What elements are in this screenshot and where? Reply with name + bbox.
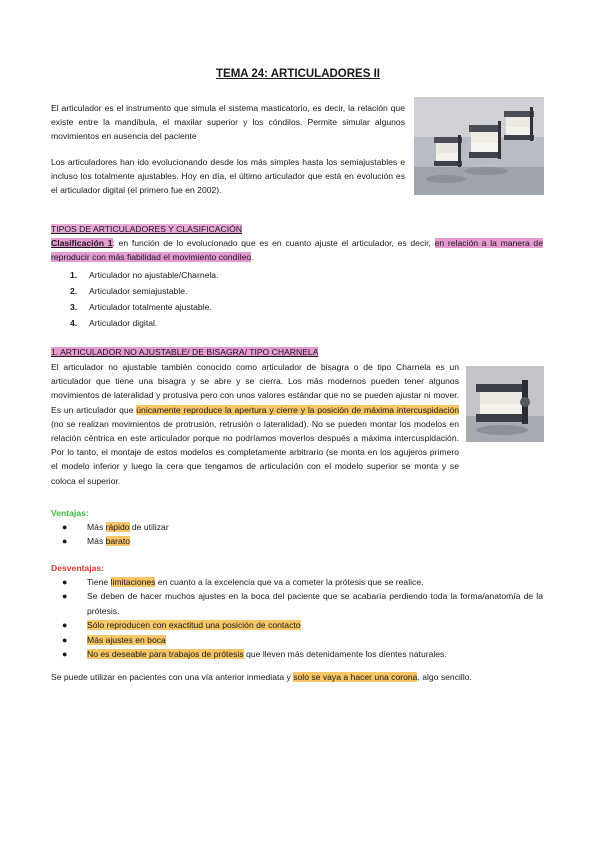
articulators-photo — [414, 97, 544, 195]
list-item — [51, 618, 543, 632]
list-text: Articulador digital. — [89, 318, 158, 328]
list-number: 4. — [70, 318, 78, 328]
list-item — [70, 283, 470, 299]
list-item — [51, 520, 543, 534]
ventaja-highlight: rápido — [105, 522, 130, 532]
bullet-icon: ● — [62, 634, 68, 645]
list-item — [70, 299, 470, 315]
section1-paragraph-top — [51, 360, 459, 488]
clasificacion-end: . — [251, 252, 254, 263]
bullet-icon: ● — [62, 522, 68, 532]
ventaja-highlight: barato — [105, 536, 130, 547]
bullet-icon: ● — [62, 620, 68, 631]
bullet-icon: ● — [62, 577, 68, 587]
list-item — [51, 575, 543, 589]
ventaja-text: Más — [87, 522, 106, 532]
list-item — [70, 315, 470, 331]
list-item — [51, 589, 543, 618]
list-item — [70, 267, 470, 283]
clasificacion-highlight: en relación a la manera de reproducir con más fiabilidad el movimiento condíleo — [51, 238, 543, 263]
desventaja-text: que lleven más detenidamente los dientes naturales. — [243, 649, 447, 660]
list-number: 3. — [70, 302, 78, 312]
closing-paragraph — [51, 670, 543, 684]
section1-heading-line — [51, 345, 543, 359]
intro-paragraph-2: Los articuladores han ido evolucionando desde los más simples hasta los semiajustables e incluso los totalmente ajustables. Hoy en día, el último articulador que está en evolución es el articulador digital (el primero fue en 2002). — [51, 157, 405, 196]
bullet-icon: ● — [62, 649, 68, 660]
page-title: TEMA 24: ARTICULADORES II — [216, 68, 380, 80]
ventajas-list — [51, 520, 543, 549]
tipos-heading: TIPOS DE ARTICULADORES Y CLASIFICACIÓN — [51, 224, 243, 234]
desventajas-list — [51, 575, 543, 661]
section1-highlight: únicamente reproduce la apertura y cierre y la posición de máxima intercuspidación — [136, 404, 459, 415]
list-item — [51, 647, 543, 661]
closing-highlight: solo se vaya a hacer una corona — [293, 672, 418, 682]
tipos-heading-line — [51, 222, 543, 236]
section1-text-2: (no se realizan movimientos de protrusión, retrusión o lateralidad). No se pueden montar los modelos en relación céntrica en este articulador porque no podríamos moverlos después a máxima intercuspidación. Por lo tanto, el montaje de estos modelos es completamente arbitrario (se monta en los agujeros primero el modelo inferior y luego la cera que tengamos de articulación con el modelo superior se monta y se coloca el superior. — [51, 418, 459, 486]
desventaja-text: Se deben de hacer muchos ajustes en la boca del paciente que se acabaría perdiendo toda la forma/anatomía de la prótesis. — [87, 591, 543, 616]
ventaja-text: de utilizar — [129, 522, 169, 532]
list-text: Articulador totalmente ajustable. — [89, 302, 212, 312]
articulator-types-list — [70, 267, 470, 331]
bullet-icon: ● — [62, 536, 68, 547]
list-number: 2. — [70, 286, 78, 296]
intro-paragraph-1: El articulador es el instrumento que simula el sistema masticatorio, es decir, la relación que existe entre la mandíbula, el maxilar superior y los cóndilos. Permite simular algunos movimientos en ausencia del paciente — [51, 103, 405, 142]
desventajas-heading: Desventajas: — [51, 563, 105, 573]
list-text: Articulador semiajustable. — [89, 286, 188, 296]
section1-text-1: El articulador no ajustable también conocido como articulador de bisagra o de tipo Charnela es un articulador que tiene una bisagra y se abre y se cierra. Los más modernos pueden tener algunos movimientos de lateralidad y protusiva pero con unos valores estándar que no se pueden ajustar ni mover. Es un articulador que — [51, 362, 459, 415]
list-number: 1. — [70, 270, 78, 280]
list-item — [51, 534, 543, 548]
desventaja-text: en cuanto a la excelencia que va a cometer la prótesis que se realice. — [155, 577, 424, 587]
section1-heading: 1. ARTICULADOR NO AJUSTABLE/ DE BISAGRA/ TIPO CHARNELA — [51, 347, 319, 357]
bullet-icon: ● — [62, 591, 68, 602]
clasificacion-paragraph — [51, 236, 543, 264]
closing-text: , algo sencillo. — [417, 672, 472, 682]
desventaja-highlight: limitaciones — [110, 577, 156, 587]
desventaja-highlight: No es deseable para trabajos de prótesis — [87, 649, 244, 660]
closing-text: Se puede utilizar en pacientes con una vía anterior inmediata y — [51, 672, 294, 682]
desventaja-highlight: Sólo reproducen con exactitud una posición de contacto — [87, 620, 301, 631]
clasificacion-text: : en función de lo evolucionado que es en cuanto ajuste el articulador, es decir, — [112, 238, 435, 248]
ventaja-text: Más — [87, 536, 106, 547]
hinge-articulator-photo — [466, 366, 544, 442]
desventaja-text: Tiene — [87, 577, 111, 587]
clasificacion-label: Clasificación 1 — [51, 238, 113, 248]
ventajas-heading: Ventajas: — [51, 508, 89, 518]
list-item — [51, 633, 543, 647]
desventaja-highlight: Más ajustes en boca — [87, 634, 166, 645]
list-text: Articulador no ajustable/Charnela. — [89, 270, 219, 280]
